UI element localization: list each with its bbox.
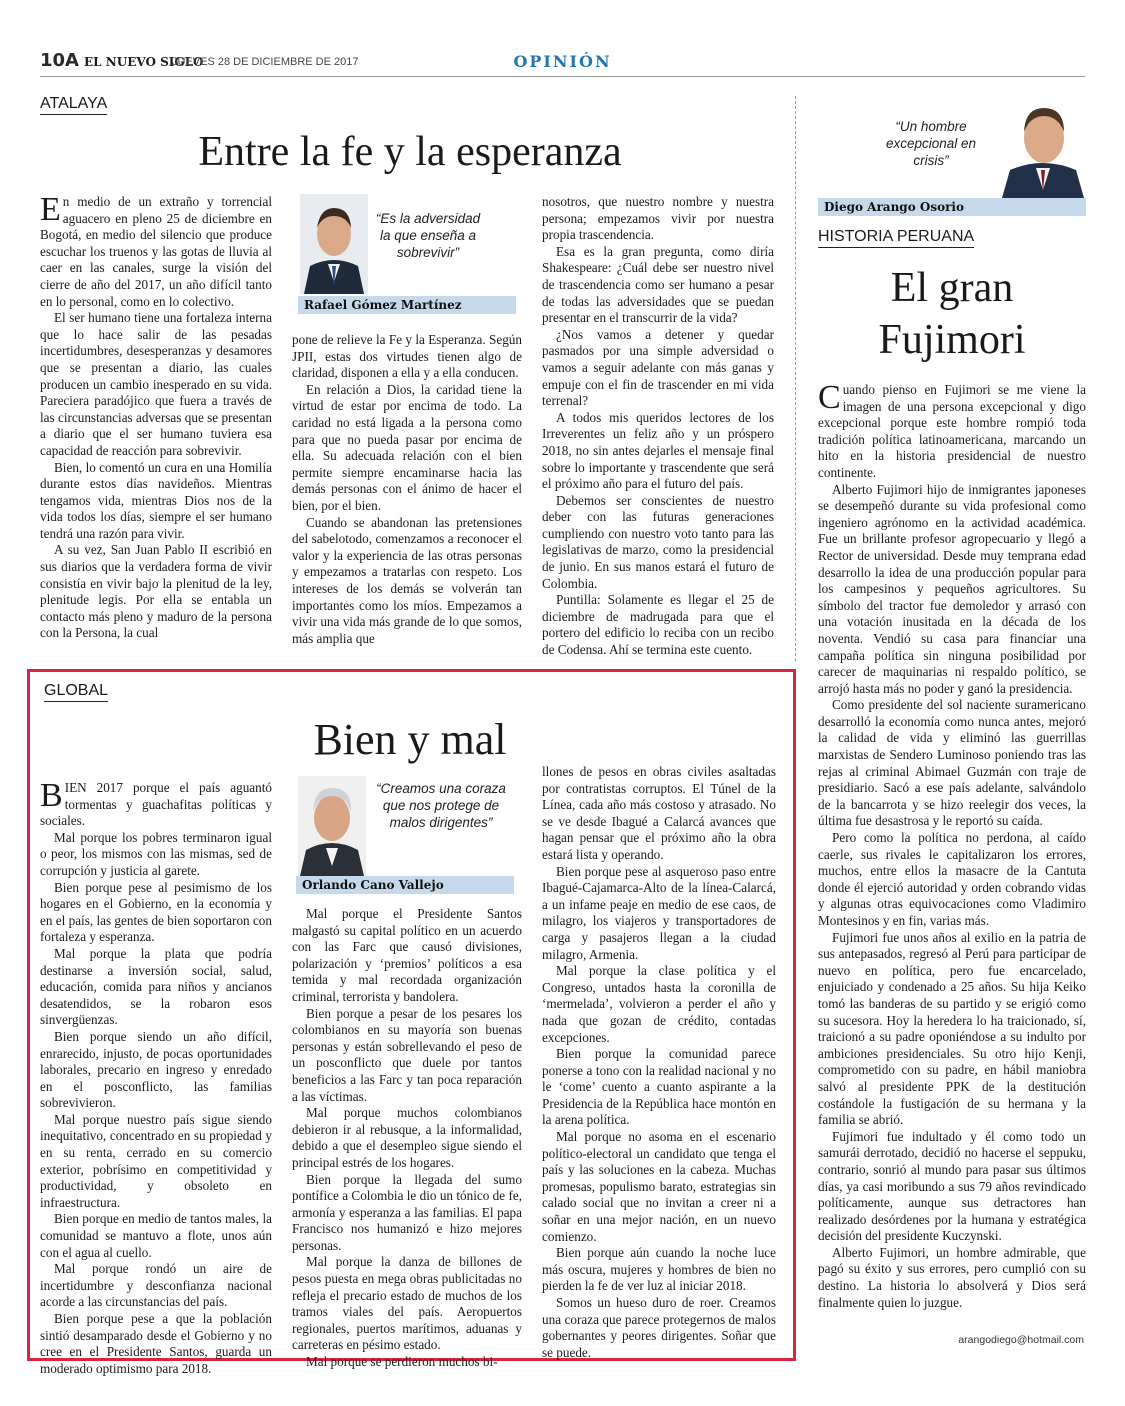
atalaya-c3-p: A todos mis queridos lectores de los Irreverentes un feliz año y un próspero 2018, no sin antes dejarles el mensaje final sobre lo importante y trascendente que será el próximo año para el futuro del país. (542, 409, 774, 492)
historia-p: Alberto Fujimori hijo de inmigrantes japoneses se desempeñó durante su vida profesional como ingeniero agrónomo en la actividad académica. Fue un brillante profesor agropecuario y llegó a Rector de universidad. Desde muy temprana edad desarrollo la idea de una producción popular para los campesinos y pequeños agricultores. Su símbolo del tractor fue demoledor y arrasó con una votación inusitada en la década de los noventa. Vendió su casa para financiar una campaña política sin ninguna posibilidad por carecer de maquinarias ni respaldo político, se arrojó hasta más no poder y ganó la presidencia. (818, 481, 1086, 696)
global-c3-p: Bien porque la comunidad parece ponerse a tono con la realidad nacional y no le ‘come’ cuento a cuanto aspirante a la Presidencia de la República hace montón en la arena política. (542, 1046, 776, 1128)
global-c1-p: Bien porque en medio de tantos males, la comunidad se mantuvo a flote, unos aún con el agua al cuello. (40, 1211, 272, 1260)
atalaya-column-2 (292, 332, 522, 658)
author-photo-arango (1000, 96, 1086, 198)
atalaya-kicker: ATALAYA (40, 95, 107, 115)
global-c2-p: Bien porque la llegada del sumo pontífice a Colombia le dio un tónico de fe, armonía y esperanza a las familias. El papa Francisco nos humanizó e hizo mejores personas. (292, 1171, 522, 1253)
global-headline: Bien y mal (313, 715, 507, 764)
historia-kicker: HISTORIA PERUANA (818, 228, 974, 248)
global-c3-p: Mal porque la clase política y el Congreso, untados hasta la coronilla de ‘mermelada’, volvieron a perder el año y nada que gozan de crédito, contadas excepciones. (542, 963, 776, 1045)
atalaya-column-1 (40, 191, 272, 658)
historia-p: Fujimori fue indultado y él como todo un samurái derrotado, decidió no hacerse el seppuku, contrario, sonrió al mundo para pasar sus últimos días, ya casi moribundo a sus 79 años revindicado políticamente, aunque sus detractores han realizado desórdenes por la humana y estratégica decisión del presidente Kuczynski. (818, 1128, 1086, 1244)
atalaya-c2-p: pone de relieve la Fe y la Esperanza. Según JPII, estas dos virtudes tienen algo de claridad, disponen a ella y a ella conducen. (292, 332, 522, 381)
global-kicker: GLOBAL (44, 682, 108, 702)
atalaya-c1-p0: En medio de un extraño y torrencial aguacero en pleno 25 de diciembre en Bogotá, en medio del silencio que produce escuchar los truenos y las gotas de lluvia al caer en las canales, surge la visión del cierre de año del 2017, un año difícil tanto en lo personal, como en lo colectivo. (40, 191, 272, 309)
global-c3-p: Bien porque aún cuando la noche luce más oscura, mujeres y hombres de bien no pierden la fe de ver luz al iniciar 2018. (542, 1245, 776, 1294)
dropcap: C (818, 379, 841, 416)
page-number: 10A (40, 50, 79, 71)
section-title: OPINIÓN (513, 52, 612, 71)
historia-p: Pero como la política no perdona, al caído caerle, sus rivales le capitalizaron los errores, muchos, entre ellos la masacre de la Cantuta donde él ejerció autoridad y orden cobrando vidas y algunas otras equivocaciones como Vladimiro Montesinos y en fin, varias más. (818, 830, 1086, 928)
atalaya-c3-p: Esa es la gran pregunta, como diría Shakespeare: ¿Cuál debe ser nuestro nivel de trascendencia como ser humano a pesar de todas las adversidades que se puedan presentar en el transcurrir de la vida? (542, 243, 774, 326)
global-author-name: Orlando Cano Vallejo (296, 876, 514, 894)
global-c2-p: Mal porque la danza de billones de pesos puesta en mega obras publicitadas no refleja el precario estado de muchos de los tramos viales del país. Aeropuertos regionales, puertos marítimos, aduanas y carreteras en pésimo estado. (292, 1254, 522, 1353)
global-pull-quote: “Creamos una coraza que nos protege de malos dirigentes” (376, 781, 506, 830)
atalaya-pull-quote: “Es la adversidad la que enseña a sobrevivir” (375, 211, 481, 260)
global-c1-p: Mal porque los pobres terminaron igual o peor, los mismos con las mismas, sed de corrupción y justicia al garete. (40, 829, 272, 878)
author-photo-gomez (300, 194, 368, 294)
global-c3-p: llones de pesos en obras civiles asaltadas por contratistas corruptos. El Túnel de la Línea, cada año más costoso y atrasado. No se ve desde Ibagué a Calarcá avances que hagan pensar que el próximo año la obra estará lista y operando. (542, 764, 776, 862)
atalaya-c2-p: En relación a Dios, la caridad tiene la virtud de estar por encima de todo. La caridad no está ligada a la persona como para que no pueda pasar por encima de ella. Su adecuada relación con el bien permite siempre encaminarse hacia las demás personas con el ánimo de hacer el bien, por el bien. (292, 381, 522, 513)
atalaya-c1-p: El ser humano tiene una fortaleza interna que lo hace salir de las pesadas incertidumbres, desesperanzas y desamores que se presentan a diario, las cuales producen un cambio inesperado en su vida. Pareciera paradójico que fuera a través de las circunstancias adversas que se presentan a diario que el ser humano tuviera esa capacidad de reacción para sobrevivir. (40, 310, 272, 458)
global-c1-p: Mal porque rondó un aire de incertidumbre y desconfianza nacional acorde a las circunstancias del país. (40, 1261, 272, 1310)
global-c2-p: Mal porque el Presidente Santos malgastó su capital político en un acuerdo con las Farc que causó divisiones, polarización y ‘premios’ políticos a esa temida y mal recordada organización criminal, terrorista y bandolera. (292, 906, 522, 1004)
global-c2-p: Mal porque se perdieron muchos bi- (306, 1354, 498, 1370)
global-c2-p: Mal porque muchos colombianos debieron ir al rebusque, a la informalidad, debido a que el desempleo sigue siendo el principal estrés de los hogares. (292, 1105, 522, 1170)
historia-p: Fujimori fue unos años al exilio en la patria de sus antepasados, regresó al Perú para participar de nuevo en política, pero fue encarcelado, enjuiciado y condenado a 25 años. Su hija Keiko tomó las banderas de su partido y se erigió como su sucesora. Hoy la heredera lo ha traicionado, sí, traicionó a su padre oponiéndose a su indulto por ambiciones presidenciales. Su otro hijo Kenji, comprometido con su padre, en hábil maniobra salvó al presidente PPK de la destitución costándole la fustigación de su hermana y la familia se abrió. (818, 929, 1086, 1128)
atalaya-c2-p: Cuando se abandonan las pretensiones del sabelotodo, comenzamos a reconocer el valor y la experiencia de las otras personas y empezamos a tratarlas con respeto. Los intereses de los demás se volverán tan importantes como los míos. Empezamos a vivir una vida más grande de lo que somos, más amplia que (292, 514, 522, 646)
global-c1-p0: BIEN 2017 porque el país aguantó tormentas y guachafitas políticas y sociales. (40, 777, 272, 829)
atalaya-column-3 (542, 194, 774, 658)
global-c3-p: Somos un hueso duro de roer. Creamos una coraza que parece protegernos de malos gobernantes y peores dirigentes. Soñar que se puede. (542, 1295, 776, 1360)
dropcap: E (40, 191, 61, 228)
author-photo-cano (298, 776, 366, 876)
global-c1-p: Bien porque siendo un año difícil, enrarecido, injusto, de pocas oportunidades laborales, precario en ingreso y enredado en el posconflicto, las familias sobrevivieron. (40, 1028, 272, 1111)
author-email: arangodiego@hotmail.com (958, 1334, 1084, 1346)
historia-p: Alberto Fujimori, un hombre admirable, que pagó su éxito y sus errores, pero cumplió con su destino. La historia lo absolverá y Dios será finalmente quien lo juzgue. (818, 1244, 1086, 1310)
atalaya-c3-p: nosotros, que nuestro nombre y nuestra persona; empezamos vivir por nuestra propia trascendencia. (542, 194, 774, 243)
atalaya-c3-p: Puntilla: Solamente es llegar el 25 de diciembre de madrugada para que el portero del edificio lo reciba con un recibo de Codensa. Ahí se termina este cuento. (542, 592, 774, 658)
historia-headline: El gran Fujimori (878, 265, 1026, 363)
atalaya-c3-p: ¿Nos vamos a detener y quedar pasmados por una simple adversidad o vamos a seguir adelante con más ganas y empuje con el fin de trascender en mi vida terrenal? (542, 326, 774, 409)
historia-column (818, 379, 1086, 1328)
global-c1-p: Mal porque nuestro país sigue siendo inequitativo, concentrado en su propiedad y en su renta, cerrado en su comercio exterior, pobrísimo en competitividad y productividad, y obsoleto en infraestructura. (40, 1111, 272, 1210)
global-column-2 (292, 906, 522, 1370)
global-c1-p: Bien porque pese al pesimismo de los hogares en el Gobierno, en la economía y en el país, las gentes de bien soportaron con fortaleza y esperanza. (40, 879, 272, 945)
historia-p: Como presidente del sol naciente suramericano desarrolló la economía como nunca antes, mejoró la calidad de vida y eliminó las guerrillas marxistas de Sendero Luminoso poniendo tras las rejas al criminal Abimael Guzmán con traje de presidiario. Sacó a ese país adelante, salvándolo de la bancarrota y se hizo reelegir dos veces, la última fue desastrosa y le reportó su caída. (818, 697, 1086, 829)
historia-p0: Cuando pienso en Fujimori se me viene la imagen de una persona excepcional y digo excepcional porque este hombre rompió toda tradición política latinoamericana, marcando un hito en la historia presidencial de nuestro continente. (818, 379, 1086, 480)
global-c1-p: Bien porque pese a que la población sintió desamparado desde el Gobierno y no cree en el Presidente Santos, guarda un moderado optimismo para 2018. (40, 1311, 272, 1376)
atalaya-headline: Entre la fe y la esperanza (198, 129, 622, 175)
atalaya-c1-p: Bien, lo comentó un cura en una Homilía durante estos días navideños. Mientras tengamos vida, mientras Dios nos de la vida todos los días, siempre el ser humano tendrá una razón para vivir. (40, 459, 272, 541)
column-divider (795, 96, 796, 661)
global-c3-p: Bien porque pese al asqueroso paso entre Ibagué-Cajamarca-Alto de la línea-Calarcá, a un infame peaje en medio de ese caos, de milagro, los viajeros y transportadores de carga y pasajeros llegan a la ciudad milagro, Armenia. (542, 863, 776, 962)
newspaper-name: EL NUEVO SIGLO (84, 55, 204, 69)
global-column-1 (40, 777, 272, 1376)
issue-date: JUEVES 28 DE DICIEMBRE DE 2017 (172, 56, 359, 68)
global-c3-p: Mal porque no asoma en el escenario político-electoral un candidato que tenga el país y las soluciones en la cabeza. Muchas promesas, populismo barato, estrategias sin calado social que no invitan a creer ni a soñar en una mejor nación, en un nuevo comienzo. (542, 1129, 776, 1244)
atalaya-c3-p: Debemos ser conscientes de nuestro deber con las futuras generaciones cumpliendo con nuestro voto tanto para las legislativas de marzo, como la presidencial de junio. En sus manos estará el futuro de Colombia. (542, 492, 774, 591)
atalaya-author-name: Rafael Gómez Martínez (298, 296, 516, 314)
historia-author-name: Diego Arango Osorio (818, 198, 1086, 216)
global-column-3 (542, 764, 776, 1360)
atalaya-c1-p: A su vez, San Juan Pablo II escribió en sus diarios que la verdadera forma de vivir consistía en vivir bajo la plenitud de la ley, plenitude legis. Por ella se entabla un contacto más pleno y maduro de la persona con la Persona, la cual (40, 542, 272, 641)
global-c1-p: Mal porque la plata que podría destinarse a inversión social, salud, educación, comida para niños y ancianos desatendidos, se la robaron esos sinvergüenzas. (40, 945, 272, 1028)
global-c2-p: Bien porque a pesar de los pesares los colombianos en su mayoría son buenas personas y están sobrellevando el peso de un posconflicto que duele por tantos beneficios a las Farc y tan poca reparación a las víctimas. (292, 1005, 522, 1104)
historia-pull-quote: “Un hombre excepcional en crisis” (885, 119, 977, 168)
dropcap: B (40, 777, 63, 814)
header-rule (40, 76, 1085, 77)
